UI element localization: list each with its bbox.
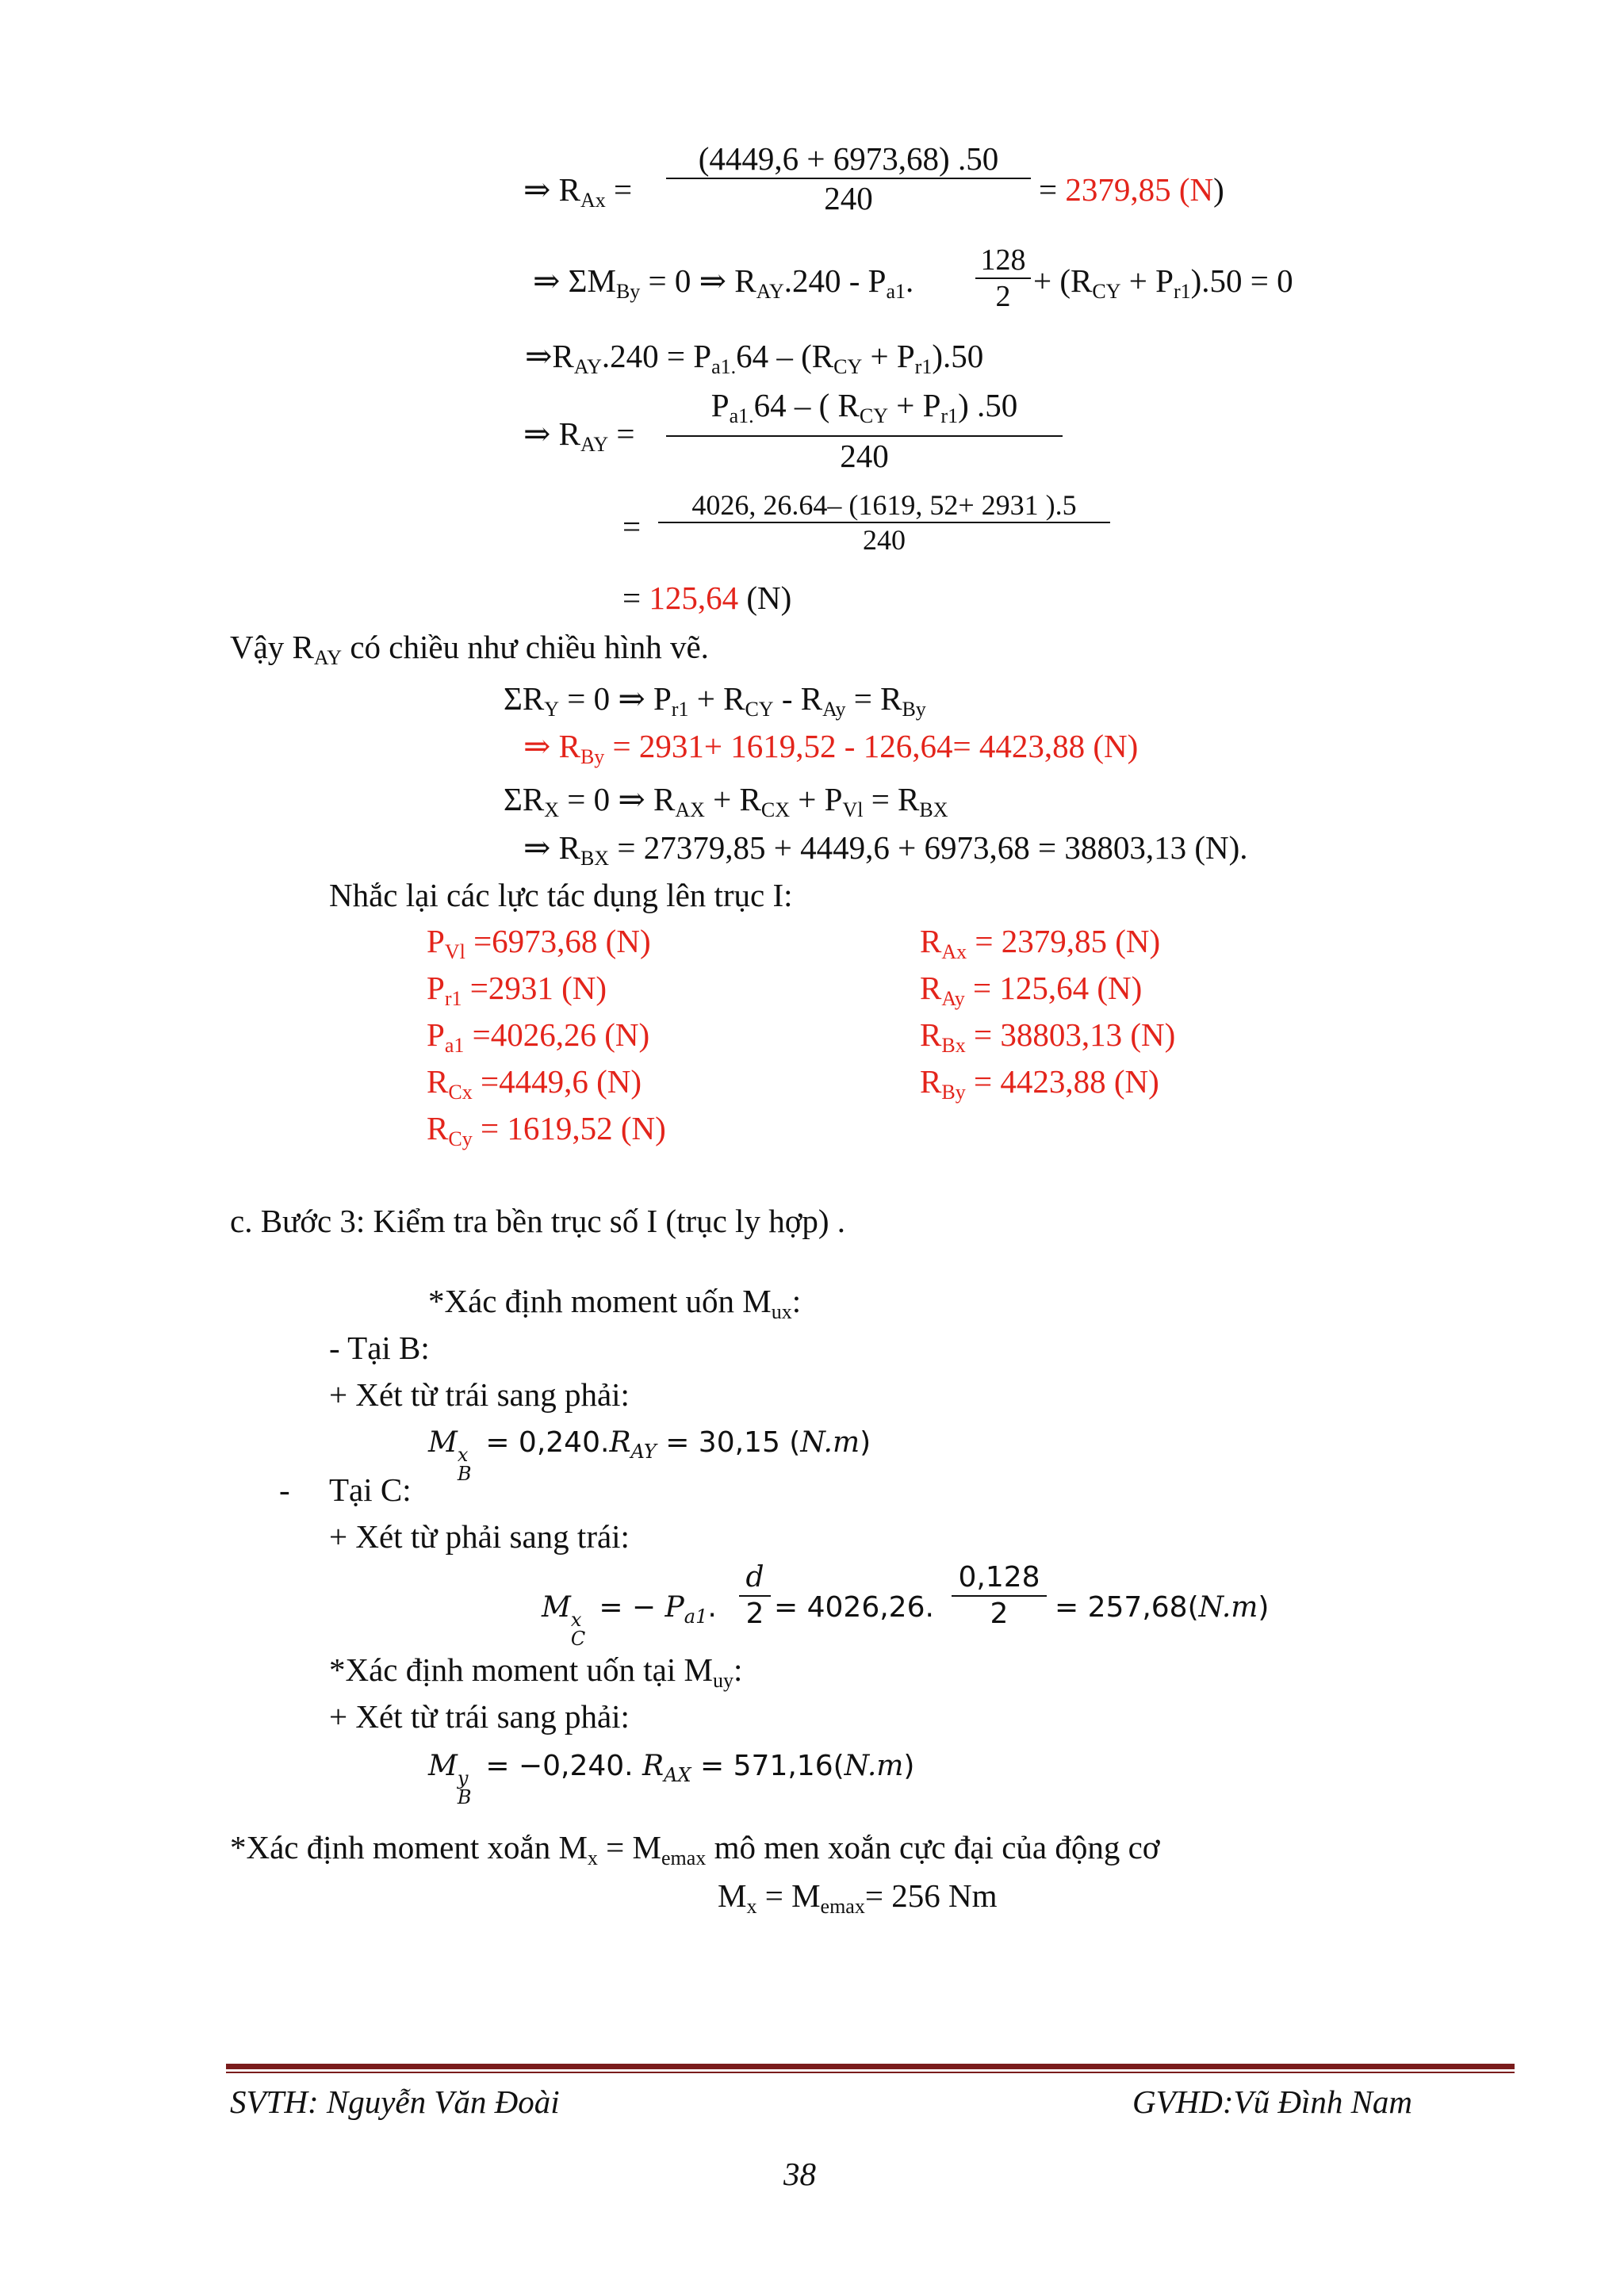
eq-ray-fraction: $P_{a1.}64$ – ( $R_{CY} + P_{r1}$) .50 240	[666, 386, 1063, 475]
eq-mx: $M_x = M_{emax}= 256$ Nm	[718, 1877, 998, 1918]
list-dash: -	[279, 1471, 290, 1508]
eq-mby: M y B = −0,240. $R_{AX} = 571,16(N.m)$	[428, 1750, 915, 1808]
eq-sum-mby: ⇒ $\Sigma M_{By} = 0$ ⇒ $R_{AY}.240 - P_{a1}$.	[533, 262, 914, 303]
eq-rby: ⇒ $R_{By} = 2931+ 1619,52 - 126,64= 4423,88$ (N)	[523, 728, 1139, 768]
recap-left-item: $P_{a1} =4026,26$ (N)	[427, 1016, 650, 1057]
recap-right-item: $R_{By} = 4423,88$ (N)	[920, 1063, 1159, 1104]
eq-sum-mby-rest: + $(R_{CY} + P_{r1}).50 = 0$	[1033, 262, 1293, 303]
muy-heading: *Xác định moment uốn tại $M_{uy}$:	[329, 1651, 743, 1692]
eq-mcx-frac-d-value: 0,128 2	[952, 1560, 1047, 1632]
at-b-label: - Tại B:	[329, 1330, 430, 1366]
eq-ray-subst-eq: =	[622, 508, 642, 545]
eq-sum-rx: $\Sigma R_X = 0$ ⇒ $R_{AX} + R_{CX} + P_{Vl} = R_{BX}$	[504, 781, 948, 821]
footer-student: SVTH: Nguyễn Văn Đoài	[230, 2084, 560, 2120]
mux-heading: *Xác định moment uốn $M_{ux}$:	[428, 1283, 802, 1323]
at-c-label: Tại C:	[329, 1471, 412, 1508]
eq-sum-mby-fraction: 128 2	[975, 243, 1031, 314]
eq-mcx-frac-d: d 2	[739, 1560, 771, 1632]
eq-mbx: M x B = $0,240.R_{AY} = 30,15$ (N.m)	[428, 1426, 871, 1485]
eq-mcx-mid: = 4026,26.	[774, 1591, 934, 1624]
ltr-label-2: + Xét từ trái sang phải:	[329, 1698, 630, 1735]
rtl-label: + Xét từ phải sang trái:	[329, 1518, 630, 1555]
recap-right-item: $R_{Bx} = 38803,13$ (N)	[920, 1016, 1176, 1057]
eq-ray-moment: $\Rightarrow R_{AY}.240 = P_{a1.}64 - (R_{CY} + P_{r1}).50$	[525, 338, 984, 378]
ltr-label-1: + Xét từ trái sang phải:	[329, 1376, 630, 1413]
footer-supervisor: GVHD:Vũ Đình Nam	[1132, 2084, 1413, 2120]
eq-rax-fraction: (4449,6 + 6973,68) .50 240	[666, 140, 1031, 217]
eq-rax-lhs: ⇒ $R_{Ax}$ =	[523, 171, 633, 212]
eq-mcx-lhs: M x C = − $P_{a1}$.	[542, 1591, 717, 1650]
eq-ray-subst-fraction: 4026, 26.64– (1619, 52+ 2931 ).5 240	[658, 488, 1110, 557]
recap-left-item: $P_{Vl} =6973,68$ (N)	[427, 923, 651, 963]
page-number: 38	[783, 2156, 816, 2192]
footer-rule	[226, 2064, 1515, 2069]
eq-sum-ry: $\Sigma R_Y = 0$ ⇒ $P_{r1} + R_{CY} - R_{Ay} = R_{By}$	[504, 680, 926, 721]
eq-rax-result: = 2379,85 (N)	[1039, 171, 1224, 208]
eq-ray-result: = 125,64 (N)	[622, 580, 792, 616]
recap-title: Nhắc lại các lực tác dụng lên trục I:	[329, 877, 793, 913]
recap-left-item: $R_{Cy} = 1619,52$ (N)	[427, 1110, 666, 1150]
eq-rbx: ⇒ $R_{BX} = 27379,85 + 4449,6 + 6973,68 = 38803,13$ (N).	[523, 829, 1248, 870]
recap-right-item: $R_{Ax} = 2379,85$ (N)	[920, 923, 1161, 963]
footer-rule-thin	[226, 2072, 1515, 2073]
eq-mcx-result: = 257,68(N.m)	[1055, 1591, 1270, 1624]
mx-heading: *Xác định moment xoắn $M_x = M_{emax}$ mô men xoắn cực đại của động cơ	[230, 1829, 1160, 1869]
recap-left-item: $R_{Cx} =4449,6$ (N)	[427, 1063, 642, 1104]
section-heading-step3: c. Bước 3: Kiểm tra bền trục số I (trục ly hợp) .	[230, 1203, 846, 1239]
recap-left-item: $P_{r1} =2931$ (N)	[427, 970, 607, 1010]
eq-ray-lhs: ⇒ $R_{AY}$ =	[523, 415, 635, 456]
note-ray-direction: Vậy $R_{AY}$ có chiều như chiều hình vẽ.	[230, 629, 709, 669]
recap-right-item: $R_{Ay} = 125,64$ (N)	[920, 970, 1143, 1010]
